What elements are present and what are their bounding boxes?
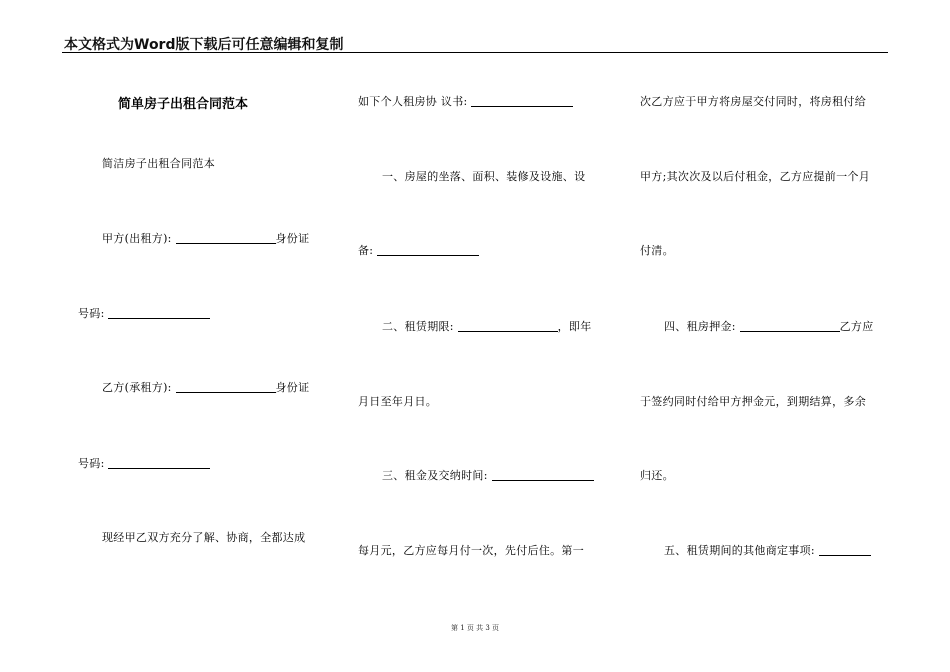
item-4: [664, 318, 874, 334]
document-title: 简单房子出租合同范本: [118, 97, 249, 112]
item-2-suffix: ，即年: [557, 320, 592, 333]
party-b-blank: [176, 381, 276, 393]
header-divider: [62, 52, 888, 53]
party-a-label: 甲方(出租方):: [102, 232, 172, 245]
col3-line-6: 归还。: [640, 469, 674, 482]
item-1-cont: [358, 242, 479, 258]
header-title: 本文格式为Word版下载后可任意编辑和复制: [64, 37, 344, 53]
page-number: 第 1 页 共 3 页: [450, 624, 500, 632]
col3-line-3: 付清。: [640, 244, 674, 257]
item-1-blank: [377, 244, 479, 256]
intro-line: 现经甲乙双方充分了解、协商，全都达成: [102, 531, 306, 544]
party-b-label: 乙方(承租方):: [102, 381, 172, 394]
subtitle: 简洁房子出租合同范本: [102, 157, 215, 170]
party-a-line: [102, 230, 309, 246]
item-2-label: 二、租赁期限:: [382, 320, 454, 333]
item-2-cont: 月日至年月日。: [358, 395, 438, 408]
party-a-id-line: [78, 305, 210, 321]
item-5: [664, 542, 871, 558]
col3-line-1: 次乙方应于甲方将房屋交付同时，将房租付给: [640, 95, 866, 108]
party-a-suffix: 身份证: [275, 232, 310, 245]
id-label-a: 号码:: [78, 307, 105, 320]
item-3: [382, 467, 594, 483]
id-label-b: 号码:: [78, 457, 105, 470]
agreement-line: [358, 93, 573, 109]
id-blank-b: [108, 457, 210, 469]
item-4-label: 四、租房押金:: [664, 320, 736, 333]
item-2: [382, 318, 592, 334]
item-3-label: 三、租金及交纳时间:: [382, 469, 488, 482]
col3-line-2: 甲方;其次次及以后付租金，乙方应提前一个月: [640, 170, 871, 183]
item-2-blank: [458, 320, 558, 332]
id-blank-a: [108, 307, 210, 319]
item-5-blank: [819, 544, 871, 556]
item-4-suffix: 乙方应: [839, 320, 874, 333]
col3-line-5: 于签约同时付给甲方押金元，到期结算，多余: [640, 395, 866, 408]
item-4-blank: [740, 320, 840, 332]
party-b-id-line: [78, 455, 210, 471]
item-1: 一、房屋的坐落、面积、装修及设施、设: [382, 170, 586, 183]
agreement-text: 如下个人租房协 议书:: [358, 95, 468, 108]
item-1-cont-label: 备:: [358, 244, 374, 257]
party-a-blank: [176, 232, 276, 244]
party-b-suffix: 身份证: [275, 381, 310, 394]
agreement-blank: [471, 95, 573, 107]
item-3-blank: [492, 469, 594, 481]
party-b-line: [102, 379, 309, 395]
item-5-label: 五、租赁期间的其他商定事项:: [664, 544, 815, 557]
item-3-cont: 每月元，乙方应每月付一次，先付后住。第一: [358, 544, 584, 557]
